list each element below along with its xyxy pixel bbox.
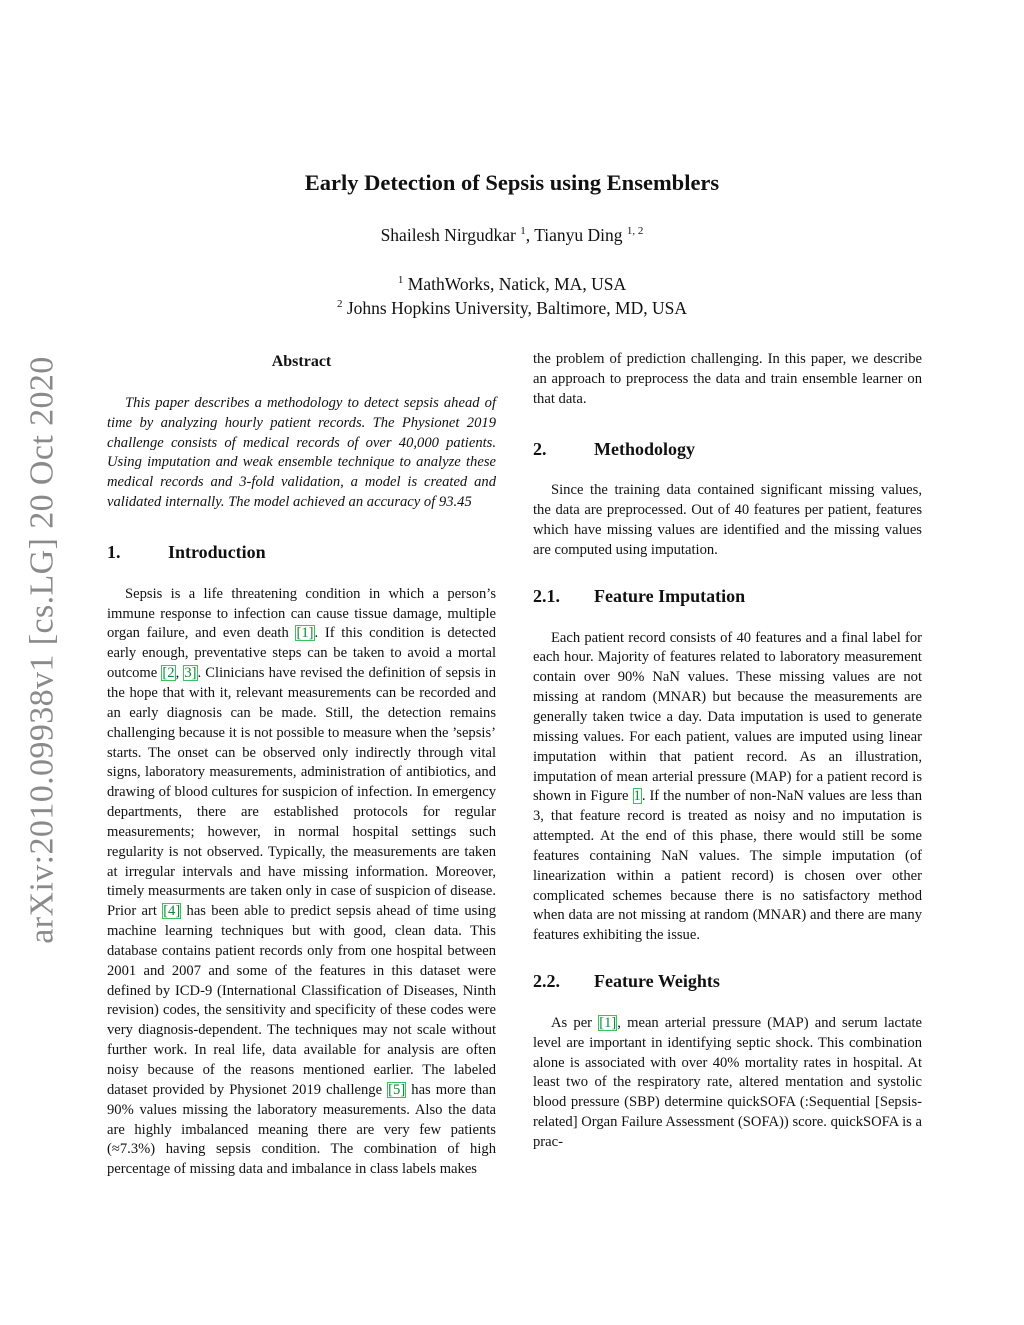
figure-link[interactable]: 1 <box>633 788 641 805</box>
subsection-heading-feature-weights <box>533 972 922 992</box>
affiliation <box>0 296 1024 320</box>
imputation-paragraph <box>533 629 922 947</box>
body-text: . If this condition is detected early enough, preventative steps can be taken to avoid a mortal outcome <box>107 625 496 682</box>
affiliation-marker: 1 <box>397 274 404 287</box>
citation-link[interactable]: [1] <box>296 625 314 642</box>
body-text: Sepsis is a life threatening condition in which a person’s immune response to infection can cause tissue damage, multiple organ failure, and even death <box>107 585 496 642</box>
section-heading-introduction <box>107 543 496 563</box>
paper-title: Early Detection of Sepsis using Ensemblers <box>304 170 720 195</box>
affiliation-text: MathWorks, Natick, MA, USA <box>407 274 627 294</box>
body-text: has been able to predict sepsis ahead of time using machine learning techniques but with good, clean data. This database contains patient records only from one hospital between 2001 and 2007 and some of the features in this dataset were defined by ICD-9 (International Classification of Diseases, Ninth revision) codes, the sensitivity and specificity of these codes were very diagnosis-dependent. The techniques may not scale without further work. In real life, data available for analysis are often noisy because of the reasons mentioned earlier. The labeled dataset provided by Physionet 2019 challenge <box>107 903 496 1098</box>
citation-link[interactable]: [5] <box>388 1081 406 1098</box>
weights-paragraph <box>533 1014 922 1153</box>
left-column <box>107 350 496 1180</box>
affiliations <box>0 272 1024 320</box>
section-title: Introduction <box>168 541 266 562</box>
body-text: . If the number of non-NaN values are less than 3, that feature record is treated as noisy and no imputation is attempted. At the end of this phase, there would still be some features containing NaN values. The simple imputation (of linearization within a patient record) is chosen over other complicated schemes because there is no satisfactory method when data are not missing at random (MNAR) and there are many features exhibiting the issue. <box>533 788 922 944</box>
section-title: Methodology <box>594 438 695 459</box>
affiliation <box>0 272 1024 296</box>
affiliation-text: Johns Hopkins University, Baltimore, MD, USA <box>346 298 687 318</box>
right-column <box>533 350 922 1153</box>
introduction-paragraph <box>107 585 496 1180</box>
citation-link[interactable]: [1] <box>599 1014 617 1031</box>
section-heading-methodology <box>533 440 922 460</box>
affiliation-marker: 2 <box>337 298 343 311</box>
body-text: , <box>175 665 184 682</box>
author-name: Shailesh Nirgudkar <box>380 225 516 245</box>
body-text: has more than 90% values missing the laboratory measurements. Also the data are highly imbalanced meaning there are very few patients (≈7.3%) having sepsis condition. The combination of high percentage of missing data and imbalance in class labels makes <box>107 1081 496 1178</box>
author-affiliation-marker: 1, 2 <box>626 225 644 238</box>
author-separator: , <box>525 225 535 245</box>
abstract-text: This paper describes a methodology to detect sepsis ahead of time by analyzing hourly patient records. The Physionet 2019 challenge consists of medical records of over 40,000 patients. Using imputation and weak ensemble technique to analyze these medical records and 3-fold validation, a model is created and validated internally. The model achieved an accuracy of 93.45 <box>107 394 496 511</box>
section-number: 2. <box>533 438 547 459</box>
abstract-heading: Abstract <box>271 353 332 370</box>
body-text: the problem of prediction challenging. In this paper, we describe an approach to preprocess the data and train ensemble learner on that data. <box>533 351 922 407</box>
subsection-number: 2.2. <box>533 971 560 992</box>
author-affiliation-marker: 1 <box>520 225 526 238</box>
section-number: 1. <box>107 541 121 562</box>
introduction-paragraph-continued <box>533 350 922 410</box>
author-line <box>0 225 1024 246</box>
subsection-title: Feature Weights <box>594 971 720 992</box>
citation-link[interactable]: [2 <box>162 665 175 682</box>
subsection-number: 2.1. <box>533 585 560 606</box>
citation-link[interactable]: [4] <box>163 903 181 920</box>
body-text: As per <box>551 1014 599 1031</box>
author-name: Tianyu Ding <box>534 225 623 245</box>
subsection-heading-feature-imputation <box>533 587 922 607</box>
citation-link[interactable]: 3] <box>184 665 197 682</box>
arxiv-sidebar <box>14 340 72 960</box>
body-text: Each patient record consists of 40 features and a final label for each hour. Majority of features related to laboratory measurement contain over 90% NaN values. These missing values are not missing at random (MNAR) but because the measurements are generally taken twice a day. Data imputation is used to generate missing values. For each patient, values are imputed using linear imputation within that patient record. As an illustration, imputation of mean arterial pressure (MAP) for a patient record is shown in Figure <box>533 629 922 805</box>
subsection-title: Feature Imputation <box>594 585 746 606</box>
body-text: , mean arterial pressure (MAP) and serum lactate level are important in identifying septic shock. This combination alone is associated with over 40% mortality rates in hospital. At least two of the respiratory rate, altered mentation and systolic blood pressure (SBP) determine quickSOFA (:Sequential [Sepsis-related] Organ Failure Assessment (SOFA)) score. quickSOFA is a prac- <box>533 1014 922 1150</box>
body-text: . Clinicians have revised the definition of sepsis in the hope that with it, relevant measurements can be recorded and an early diagnosis can be made. Still, the detection remains challenging because it is not possible to measure when the ’sepsis’ starts. The onset can be observed only indirectly through vital signs, laboratory measurements, administration of antibiotics, and drawing of blood cultures for suspicion of infection. In emergency departments, there are established protocols for regular measurements; however, in normal hospital settings such regularity is not observed. Typically, the measurements are taken at irregular intervals and have missing information. Moreover, timely measurments are taken only in case of suspicion of disease. Prior art <box>107 665 497 920</box>
methodology-paragraph: Since the training data contained significant missing values, the data are preprocessed. Out of 40 features per patient, features which have missing values are identified and the missing values are computed using imputation. <box>533 482 922 558</box>
arxiv-identifier: arXiv:2010.09938v1 [cs.LG] 20 Oct 2020 <box>24 356 62 944</box>
